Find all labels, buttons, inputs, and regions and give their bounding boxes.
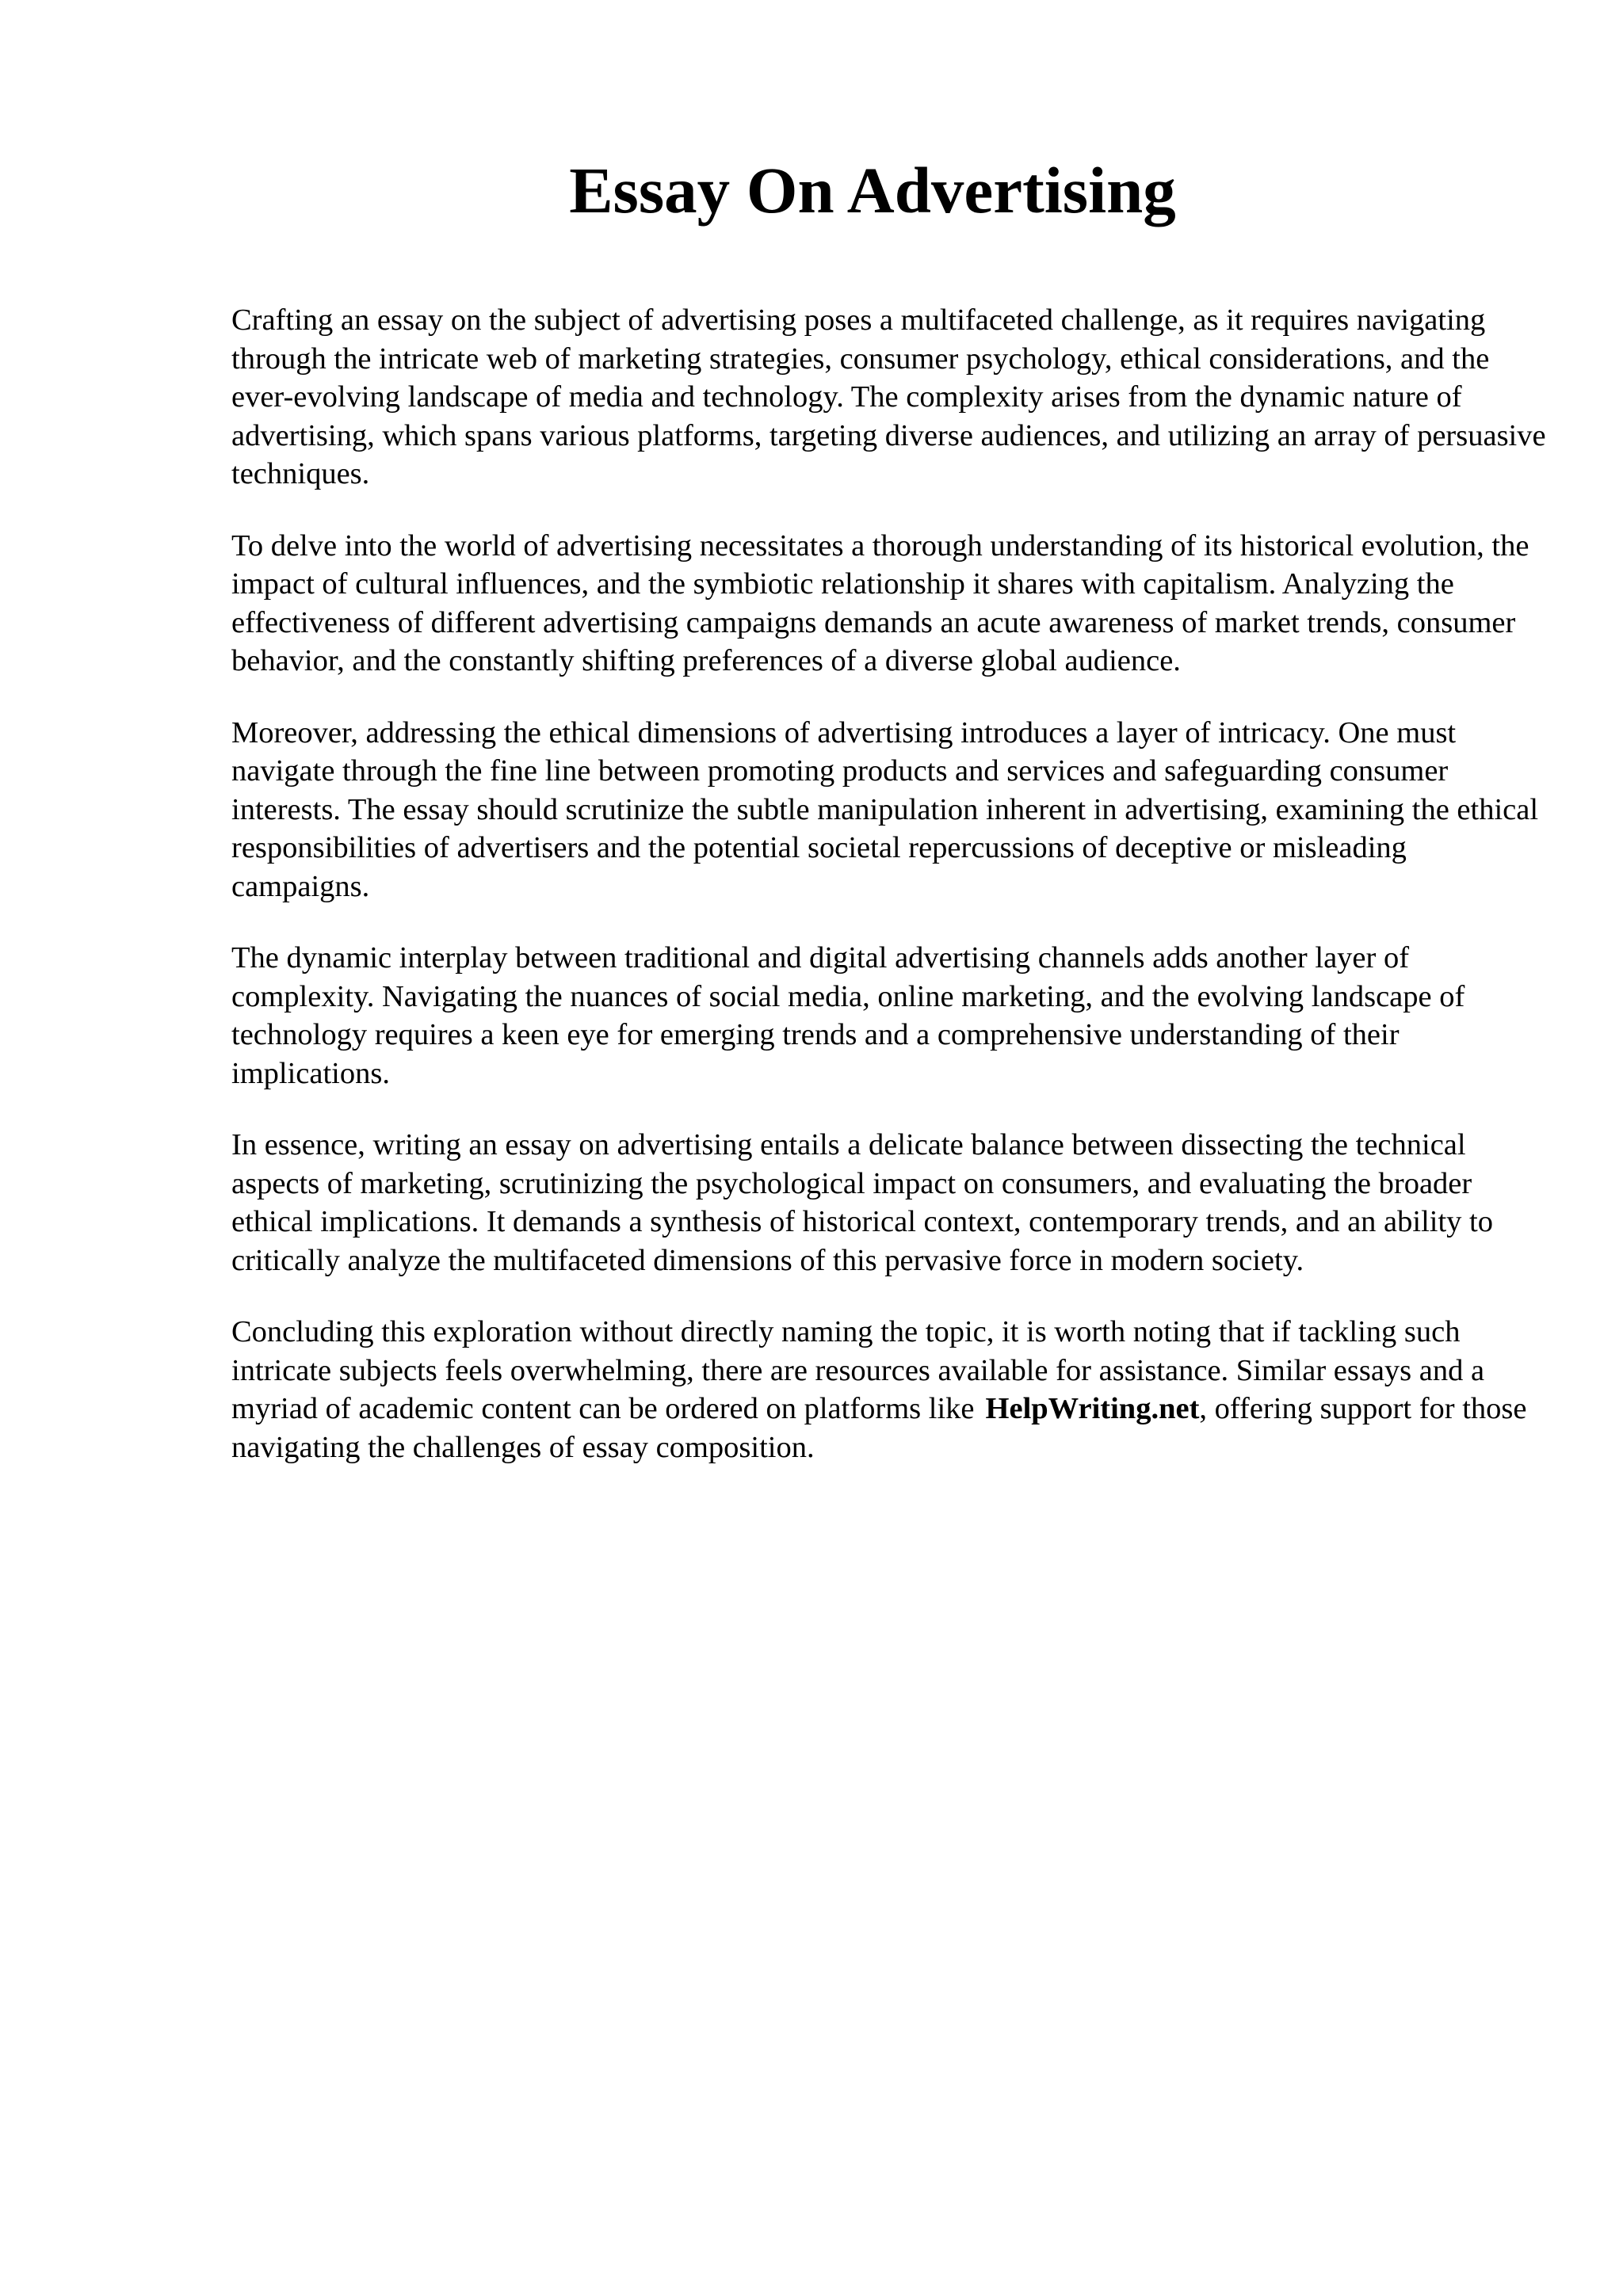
paragraph-5: In essence, writing an essay on advertising entails a delicate balance between dissecting the technical aspects of marketing, scrutinizing the psychological impact on consumers, and evaluating the broader ethical implications. It demands a synthesis of historical context, contemporary trends, and an ability to critically analyze the multifaceted dimensions of this pervasive force in modern society.: [231, 1128, 1493, 1277]
paragraph-4: The dynamic interplay between traditional and digital advertising channels adds another layer of complexity. Navigating the nuances of social media, online marketing, and the evolving landscape of technology requires a keen eye for emerging trends and a comprehensive understanding of their implications.: [231, 941, 1465, 1090]
page-title: Essay On Advertising: [569, 154, 1176, 227]
paragraph-2: To delve into the world of advertising necessitates a thorough understanding of its historical evolution, the impact of cultural influences, and the symbiotic relationship it shares with capitalism. Analyzing the effectiveness of different advertising campaigns demands an acute awareness of market trends, consumer behavior, and the constantly shifting preferences of a diverse global audience.: [231, 528, 1529, 677]
essay-body: [231, 301, 1547, 1500]
paragraph-1: Crafting an essay on the subject of advertising poses a multifaceted challenge, as it requires navigating through the intricate web of marketing strategies, consumer psychology, ethical considerations, and the ever-evolving landscape of media and technology. The complexity arises from the dynamic nature of advertising, which spans various platforms, targeting diverse audiences, and utilizing an array of persuasive techniques.: [231, 303, 1546, 490]
paragraph-3: Moreover, addressing the ethical dimensions of advertising introduces a layer of intricacy. One must navigate through the fine line between promoting products and services and safeguarding consumer interests. The essay should scrutinize the subtle manipulation inherent in advertising, examining the ethical responsibilities of advertisers and the potential societal repercussions of deceptive or misleading campaigns.: [231, 715, 1539, 903]
closing-text-after-link: , offering support for those navigating the challenges of essay composition.: [231, 1392, 1527, 1464]
closing-paragraph: [231, 1313, 1547, 1466]
helpwriting-link[interactable]: HelpWriting.net: [985, 1392, 1200, 1425]
closing-text-before-link: Concluding this exploration without directly naming the topic, it is worth noting that if tackling such intricate subjects feels overwhelming, there are resources available for assistance. Similar essays and a myriad of academic content can be ordered on platforms like: [231, 1315, 1485, 1425]
